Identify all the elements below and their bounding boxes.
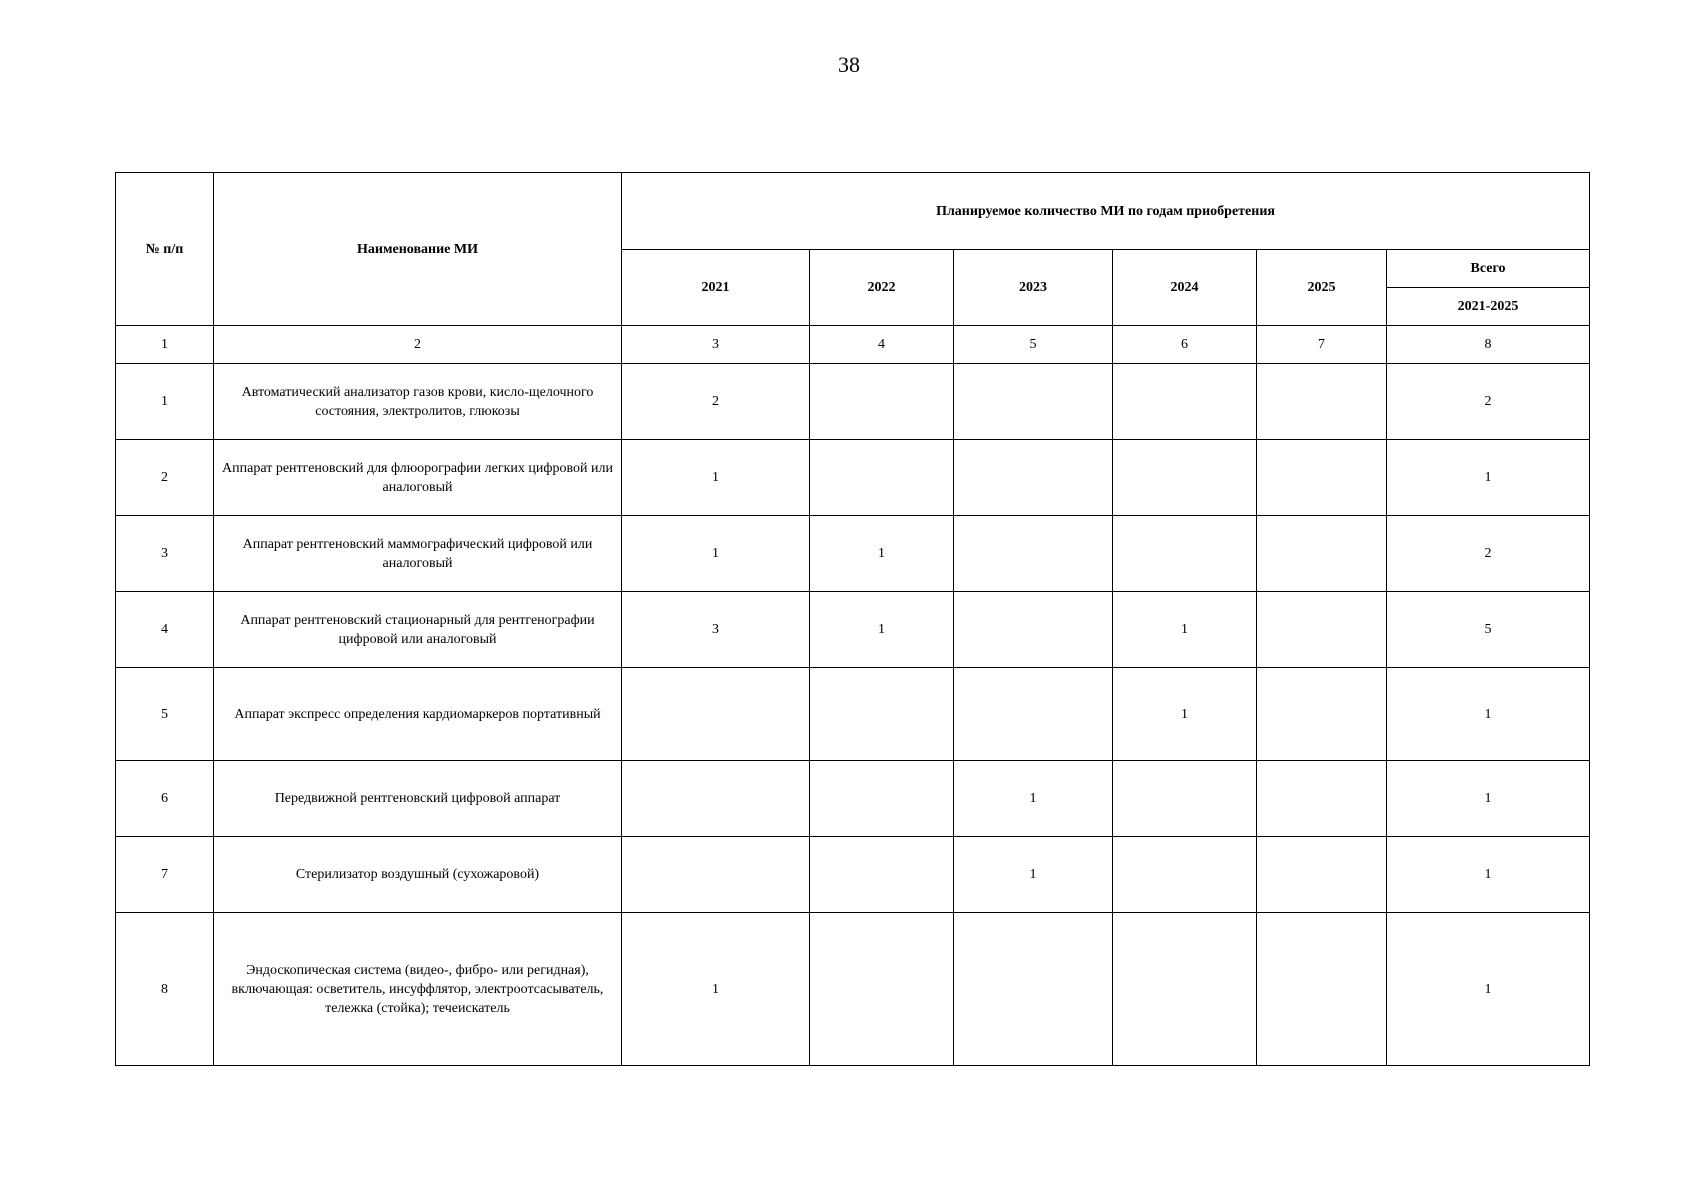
qty-2022: 1 bbox=[810, 516, 954, 592]
qty-2024: 1 bbox=[1113, 592, 1257, 668]
qty-2022 bbox=[810, 364, 954, 440]
device-name: Аппарат рентгеновский маммографический цифровой или аналоговый bbox=[214, 516, 622, 592]
qty-2021 bbox=[622, 668, 810, 761]
header-year-2023: 2023 bbox=[954, 250, 1113, 326]
column-number: 4 bbox=[810, 326, 954, 364]
equipment-plan-table bbox=[115, 172, 1590, 1066]
qty-total: 1 bbox=[1387, 761, 1590, 837]
qty-2024 bbox=[1113, 761, 1257, 837]
qty-2024 bbox=[1113, 516, 1257, 592]
column-number: 3 bbox=[622, 326, 810, 364]
column-number: 5 bbox=[954, 326, 1113, 364]
qty-2024 bbox=[1113, 364, 1257, 440]
header-total: Всего bbox=[1387, 250, 1590, 288]
column-number: 2 bbox=[214, 326, 622, 364]
table-row bbox=[116, 440, 1590, 516]
header-total-range: 2021-2025 bbox=[1387, 288, 1590, 326]
qty-2021: 3 bbox=[622, 592, 810, 668]
device-name: Аппарат рентгеновский для флюорографии легких цифровой или аналоговый bbox=[214, 440, 622, 516]
qty-2023 bbox=[954, 913, 1113, 1066]
header-year-2021: 2021 bbox=[622, 250, 810, 326]
row-number: 8 bbox=[116, 913, 214, 1066]
qty-2023 bbox=[954, 364, 1113, 440]
qty-total: 1 bbox=[1387, 913, 1590, 1066]
column-numbers-row bbox=[116, 326, 1590, 364]
page-number: 38 bbox=[838, 52, 860, 77]
qty-2023 bbox=[954, 668, 1113, 761]
table-row bbox=[116, 364, 1590, 440]
qty-2021 bbox=[622, 837, 810, 913]
column-number: 1 bbox=[116, 326, 214, 364]
qty-2022 bbox=[810, 761, 954, 837]
qty-2025 bbox=[1257, 837, 1387, 913]
qty-2021 bbox=[622, 761, 810, 837]
qty-total: 1 bbox=[1387, 440, 1590, 516]
qty-total: 2 bbox=[1387, 364, 1590, 440]
qty-2021: 1 bbox=[622, 516, 810, 592]
qty-2021: 2 bbox=[622, 364, 810, 440]
device-name: Стерилизатор воздушный (сухожаровой) bbox=[214, 837, 622, 913]
qty-2025 bbox=[1257, 364, 1387, 440]
qty-2025 bbox=[1257, 668, 1387, 761]
qty-2024 bbox=[1113, 837, 1257, 913]
header-name: Наименование МИ bbox=[214, 173, 622, 326]
column-number: 7 bbox=[1257, 326, 1387, 364]
qty-2025 bbox=[1257, 440, 1387, 516]
column-number: 6 bbox=[1113, 326, 1257, 364]
table-row bbox=[116, 668, 1590, 761]
column-number: 8 bbox=[1387, 326, 1590, 364]
qty-2025 bbox=[1257, 516, 1387, 592]
row-number: 1 bbox=[116, 364, 214, 440]
device-name: Аппарат экспресс определения кардиомаркеров портативный bbox=[214, 668, 622, 761]
table-row bbox=[116, 592, 1590, 668]
device-name: Аппарат рентгеновский стационарный для рентгенографии цифровой или аналоговый bbox=[214, 592, 622, 668]
qty-2025 bbox=[1257, 592, 1387, 668]
qty-2022 bbox=[810, 913, 954, 1066]
qty-2024: 1 bbox=[1113, 668, 1257, 761]
qty-2023: 1 bbox=[954, 761, 1113, 837]
header-planned: Планируемое количество МИ по годам приобретения bbox=[622, 173, 1590, 250]
qty-2022 bbox=[810, 440, 954, 516]
header-year-2024: 2024 bbox=[1113, 250, 1257, 326]
device-name: Эндоскопическая система (видео-, фибро- или регидная), включающая: осветитель, инсуффлятор, электроотсасыватель, тележка (стойка); течеискатель bbox=[214, 913, 622, 1066]
qty-2024 bbox=[1113, 913, 1257, 1066]
header-year-2025: 2025 bbox=[1257, 250, 1387, 326]
qty-total: 2 bbox=[1387, 516, 1590, 592]
qty-2023: 1 bbox=[954, 837, 1113, 913]
row-number: 4 bbox=[116, 592, 214, 668]
qty-2023 bbox=[954, 516, 1113, 592]
table-row bbox=[116, 516, 1590, 592]
row-number: 2 bbox=[116, 440, 214, 516]
qty-2022: 1 bbox=[810, 592, 954, 668]
qty-2022 bbox=[810, 837, 954, 913]
qty-total: 1 bbox=[1387, 668, 1590, 761]
row-number: 5 bbox=[116, 668, 214, 761]
row-number: 7 bbox=[116, 837, 214, 913]
row-number: 3 bbox=[116, 516, 214, 592]
header-year-2022: 2022 bbox=[810, 250, 954, 326]
table-row bbox=[116, 837, 1590, 913]
device-name: Автоматический анализатор газов крови, кисло-щелочного состояния, электролитов, глюкозы bbox=[214, 364, 622, 440]
qty-2025 bbox=[1257, 913, 1387, 1066]
qty-2023 bbox=[954, 440, 1113, 516]
qty-2024 bbox=[1113, 440, 1257, 516]
qty-2021: 1 bbox=[622, 913, 810, 1066]
qty-total: 1 bbox=[1387, 837, 1590, 913]
qty-total: 5 bbox=[1387, 592, 1590, 668]
row-number: 6 bbox=[116, 761, 214, 837]
qty-2021: 1 bbox=[622, 440, 810, 516]
qty-2025 bbox=[1257, 761, 1387, 837]
table-row bbox=[116, 761, 1590, 837]
device-name: Передвижной рентгеновский цифровой аппарат bbox=[214, 761, 622, 837]
qty-2023 bbox=[954, 592, 1113, 668]
table-row bbox=[116, 913, 1590, 1066]
header-num: № п/п bbox=[116, 173, 214, 326]
qty-2022 bbox=[810, 668, 954, 761]
